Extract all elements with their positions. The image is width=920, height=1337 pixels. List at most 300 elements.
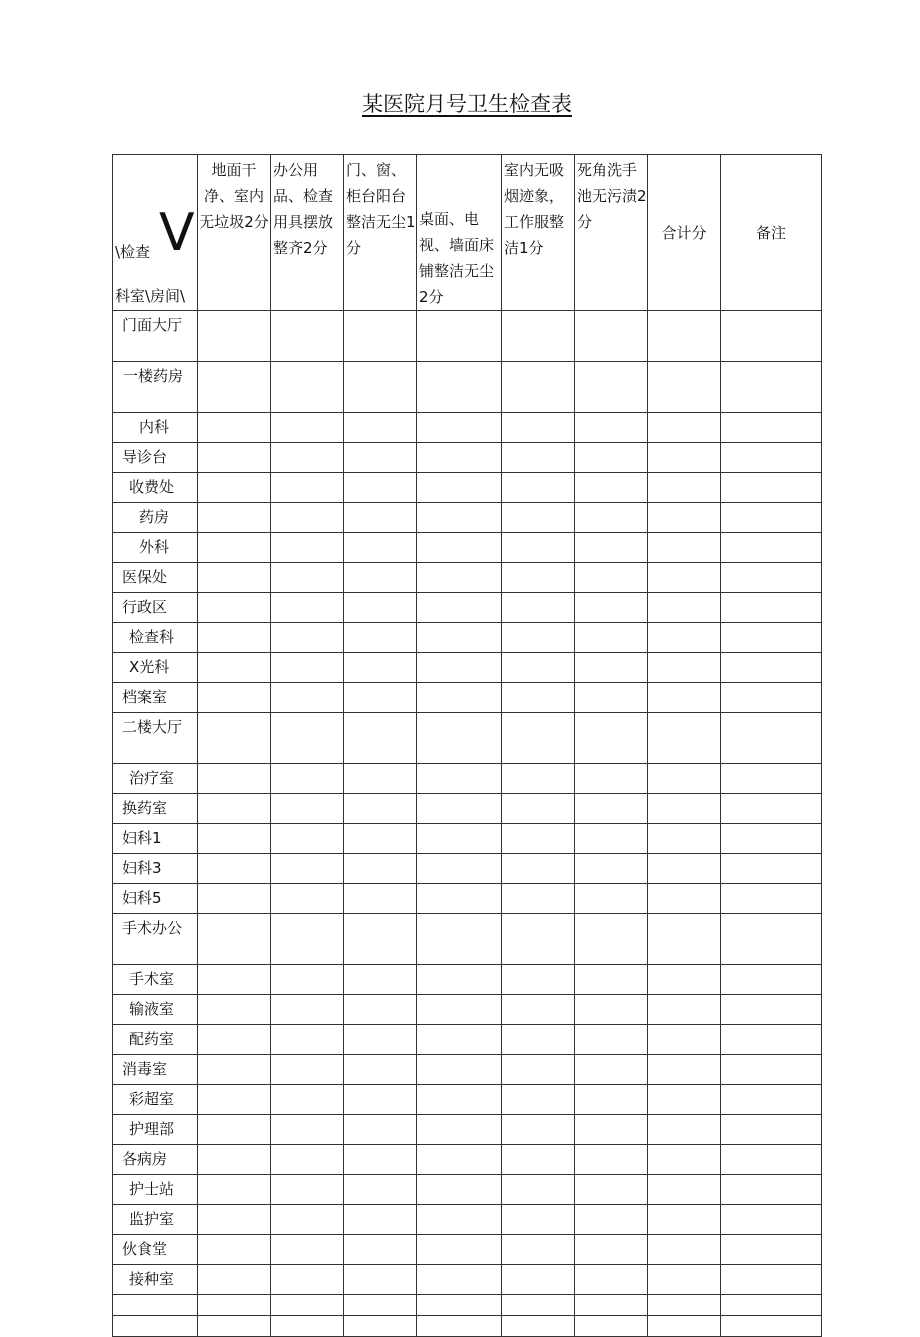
table-row	[113, 623, 822, 653]
score-cell[interactable]	[344, 653, 417, 683]
score-cell[interactable]	[648, 824, 721, 854]
score-cell[interactable]	[198, 413, 271, 443]
score-cell[interactable]	[502, 503, 575, 533]
score-cell[interactable]	[271, 1205, 344, 1235]
score-cell[interactable]	[648, 1085, 721, 1115]
room-name-cell: 治疗室	[113, 764, 198, 794]
score-cell[interactable]	[575, 362, 648, 413]
score-cell[interactable]	[648, 884, 721, 914]
score-cell[interactable]	[417, 1175, 502, 1205]
score-cell[interactable]	[198, 593, 271, 623]
score-cell[interactable]	[198, 1085, 271, 1115]
score-cell[interactable]	[271, 311, 344, 362]
score-cell[interactable]	[417, 503, 502, 533]
score-cell[interactable]	[417, 473, 502, 503]
room-name-cell: 妇科1	[113, 824, 198, 854]
score-cell[interactable]	[271, 1235, 344, 1265]
score-cell[interactable]	[344, 1175, 417, 1205]
score-cell[interactable]	[648, 653, 721, 683]
score-cell[interactable]	[648, 713, 721, 764]
score-cell[interactable]	[721, 854, 822, 884]
score-cell[interactable]	[198, 503, 271, 533]
score-cell[interactable]	[721, 824, 822, 854]
score-cell[interactable]	[721, 593, 822, 623]
score-cell[interactable]	[344, 914, 417, 965]
room-name-cell: 内科	[113, 413, 198, 443]
score-cell[interactable]	[648, 1145, 721, 1175]
score-cell[interactable]	[721, 473, 822, 503]
score-cell[interactable]	[344, 473, 417, 503]
score-cell[interactable]	[648, 764, 721, 794]
score-cell[interactable]	[271, 653, 344, 683]
score-cell[interactable]	[502, 473, 575, 503]
score-cell[interactable]	[502, 413, 575, 443]
score-cell[interactable]	[344, 593, 417, 623]
score-cell[interactable]	[721, 884, 822, 914]
inspection-table	[112, 154, 822, 1337]
score-cell[interactable]	[648, 854, 721, 884]
score-cell[interactable]	[198, 1145, 271, 1175]
score-cell[interactable]	[721, 794, 822, 824]
score-cell[interactable]	[502, 1205, 575, 1235]
score-cell[interactable]	[344, 533, 417, 563]
score-cell[interactable]	[198, 1295, 271, 1316]
score-cell[interactable]	[575, 623, 648, 653]
score-cell[interactable]	[502, 1055, 575, 1085]
score-cell[interactable]	[344, 1235, 417, 1265]
score-cell[interactable]	[344, 623, 417, 653]
score-cell[interactable]	[721, 623, 822, 653]
score-cell[interactable]	[721, 764, 822, 794]
table-row	[113, 824, 822, 854]
score-cell[interactable]	[198, 653, 271, 683]
score-cell[interactable]	[271, 1025, 344, 1055]
score-cell[interactable]	[648, 533, 721, 563]
score-cell[interactable]	[648, 1295, 721, 1316]
score-cell[interactable]	[417, 443, 502, 473]
score-cell[interactable]	[721, 1205, 822, 1235]
score-cell[interactable]	[417, 311, 502, 362]
score-cell[interactable]	[502, 794, 575, 824]
score-cell[interactable]	[648, 1205, 721, 1235]
score-cell[interactable]	[198, 1025, 271, 1055]
score-cell[interactable]	[502, 1145, 575, 1175]
total-score-header: 合计分	[648, 155, 721, 311]
score-cell[interactable]	[271, 413, 344, 443]
score-cell[interactable]	[502, 1235, 575, 1265]
score-cell[interactable]	[721, 713, 822, 764]
score-cell[interactable]	[271, 1316, 344, 1337]
score-cell[interactable]	[648, 443, 721, 473]
score-cell[interactable]	[344, 413, 417, 443]
score-cell[interactable]	[271, 854, 344, 884]
score-cell[interactable]	[271, 824, 344, 854]
score-cell[interactable]	[271, 1055, 344, 1085]
score-cell[interactable]	[198, 1205, 271, 1235]
score-cell[interactable]	[502, 1295, 575, 1316]
score-cell[interactable]	[344, 683, 417, 713]
score-cell[interactable]	[575, 1316, 648, 1337]
score-cell[interactable]	[198, 1115, 271, 1145]
score-cell[interactable]	[721, 563, 822, 593]
score-cell[interactable]	[271, 473, 344, 503]
room-name-cell: 一楼药房	[113, 362, 198, 413]
score-cell[interactable]	[198, 854, 271, 884]
score-cell[interactable]	[271, 503, 344, 533]
score-cell[interactable]	[344, 794, 417, 824]
score-cell[interactable]	[344, 362, 417, 413]
score-cell[interactable]	[271, 533, 344, 563]
score-cell[interactable]	[502, 593, 575, 623]
score-cell[interactable]	[502, 1175, 575, 1205]
score-cell[interactable]	[417, 413, 502, 443]
score-cell[interactable]	[344, 1055, 417, 1085]
score-cell[interactable]	[271, 1115, 344, 1145]
score-cell[interactable]	[344, 503, 417, 533]
score-cell[interactable]	[271, 1145, 344, 1175]
score-cell[interactable]	[271, 623, 344, 653]
score-cell[interactable]	[648, 1115, 721, 1145]
room-name-cell: 各病房	[113, 1145, 198, 1175]
criterion-corners: 死角洗手池无污渍2分	[575, 155, 648, 311]
room-name-cell	[113, 1316, 198, 1337]
score-cell[interactable]	[344, 1025, 417, 1055]
score-cell[interactable]	[417, 362, 502, 413]
room-name-cell: 门面大厅	[113, 311, 198, 362]
score-cell[interactable]	[344, 1085, 417, 1115]
score-cell[interactable]	[344, 1205, 417, 1235]
score-cell[interactable]	[271, 794, 344, 824]
score-cell[interactable]	[417, 764, 502, 794]
score-cell[interactable]	[198, 362, 271, 413]
score-cell[interactable]	[575, 1175, 648, 1205]
score-cell[interactable]	[271, 995, 344, 1025]
score-cell[interactable]	[417, 563, 502, 593]
score-cell[interactable]	[502, 563, 575, 593]
score-cell[interactable]	[721, 1175, 822, 1205]
score-cell[interactable]	[721, 362, 822, 413]
score-cell[interactable]	[575, 413, 648, 443]
score-cell[interactable]	[198, 1235, 271, 1265]
score-cell[interactable]	[417, 965, 502, 995]
score-cell[interactable]	[575, 764, 648, 794]
score-cell[interactable]	[721, 1055, 822, 1085]
score-cell[interactable]	[648, 1235, 721, 1265]
score-cell[interactable]	[502, 914, 575, 965]
score-cell[interactable]	[417, 995, 502, 1025]
score-cell[interactable]	[575, 824, 648, 854]
score-cell[interactable]	[198, 1316, 271, 1337]
table-row	[113, 854, 822, 884]
score-cell[interactable]	[271, 1085, 344, 1115]
score-cell[interactable]	[721, 965, 822, 995]
room-name-cell: 妇科3	[113, 854, 198, 884]
score-cell[interactable]	[271, 965, 344, 995]
score-cell[interactable]	[417, 683, 502, 713]
score-cell[interactable]	[344, 1316, 417, 1337]
score-cell[interactable]	[721, 1085, 822, 1115]
score-cell[interactable]	[344, 311, 417, 362]
score-cell[interactable]	[344, 884, 417, 914]
score-cell[interactable]	[721, 914, 822, 965]
score-cell[interactable]	[198, 473, 271, 503]
room-name-cell: 外科	[113, 533, 198, 563]
score-cell[interactable]	[417, 1055, 502, 1085]
score-cell[interactable]	[344, 563, 417, 593]
criterion-supplies: 办公用品、检查用具摆放整齐2分	[271, 155, 344, 311]
score-cell[interactable]	[198, 311, 271, 362]
score-cell[interactable]	[648, 311, 721, 362]
score-cell[interactable]	[575, 794, 648, 824]
score-cell[interactable]	[721, 443, 822, 473]
score-cell[interactable]	[271, 1175, 344, 1205]
score-cell[interactable]	[502, 764, 575, 794]
score-cell[interactable]	[344, 965, 417, 995]
score-cell[interactable]	[648, 1055, 721, 1085]
score-cell[interactable]	[198, 764, 271, 794]
score-cell[interactable]	[417, 533, 502, 563]
score-cell[interactable]	[721, 653, 822, 683]
score-cell[interactable]	[648, 995, 721, 1025]
score-cell[interactable]	[198, 533, 271, 563]
score-cell[interactable]	[417, 824, 502, 854]
score-cell[interactable]	[575, 533, 648, 563]
score-cell[interactable]	[198, 713, 271, 764]
table-row	[113, 683, 822, 713]
score-cell[interactable]	[721, 1145, 822, 1175]
score-cell[interactable]	[648, 1265, 721, 1295]
score-cell[interactable]	[417, 1316, 502, 1337]
score-cell[interactable]	[198, 683, 271, 713]
table-row	[113, 533, 822, 563]
score-cell[interactable]	[575, 1295, 648, 1316]
score-cell[interactable]	[198, 623, 271, 653]
score-cell[interactable]	[271, 683, 344, 713]
score-cell[interactable]	[648, 593, 721, 623]
table-row	[113, 1085, 822, 1115]
table-row	[113, 884, 822, 914]
table-row	[113, 914, 822, 965]
score-cell[interactable]	[198, 794, 271, 824]
score-cell[interactable]	[575, 503, 648, 533]
score-cell[interactable]	[648, 683, 721, 713]
score-cell[interactable]	[271, 362, 344, 413]
score-cell[interactable]	[502, 1265, 575, 1295]
score-cell[interactable]	[417, 794, 502, 824]
score-cell[interactable]	[271, 884, 344, 914]
room-name-cell	[113, 1295, 198, 1316]
score-cell[interactable]	[575, 1265, 648, 1295]
score-cell[interactable]	[271, 1295, 344, 1316]
score-cell[interactable]	[575, 965, 648, 995]
score-cell[interactable]	[502, 311, 575, 362]
score-cell[interactable]	[417, 1205, 502, 1235]
score-cell[interactable]	[575, 854, 648, 884]
table-row	[113, 713, 822, 764]
score-cell[interactable]	[417, 914, 502, 965]
criterion-doors: 门、窗、柜台阳台整洁无尘1分	[344, 155, 417, 311]
criterion-floor: 地面干净、室内无垃圾2分	[198, 155, 271, 311]
score-cell[interactable]	[344, 1295, 417, 1316]
room-name-cell: 接种室	[113, 1265, 198, 1295]
table-row	[113, 1295, 822, 1316]
score-cell[interactable]	[721, 1115, 822, 1145]
score-cell[interactable]	[648, 965, 721, 995]
score-cell[interactable]	[575, 1205, 648, 1235]
score-cell[interactable]	[198, 443, 271, 473]
score-cell[interactable]	[198, 1055, 271, 1085]
score-cell[interactable]	[502, 533, 575, 563]
score-cell[interactable]	[198, 824, 271, 854]
score-cell[interactable]	[502, 713, 575, 764]
score-cell[interactable]	[721, 683, 822, 713]
score-cell[interactable]	[417, 653, 502, 683]
score-cell[interactable]	[271, 914, 344, 965]
check-mark-glyph: V	[159, 203, 195, 263]
score-cell[interactable]	[575, 1115, 648, 1145]
score-cell[interactable]	[271, 764, 344, 794]
score-cell[interactable]	[648, 413, 721, 443]
score-cell[interactable]	[721, 1265, 822, 1295]
score-cell[interactable]	[417, 1145, 502, 1175]
score-cell[interactable]	[575, 311, 648, 362]
score-cell[interactable]	[648, 914, 721, 965]
score-cell[interactable]	[271, 563, 344, 593]
score-cell[interactable]	[648, 1175, 721, 1205]
score-cell[interactable]	[344, 854, 417, 884]
score-cell[interactable]	[198, 1265, 271, 1295]
table-row	[113, 1265, 822, 1295]
score-cell[interactable]	[198, 1175, 271, 1205]
score-cell[interactable]	[721, 995, 822, 1025]
criterion-smoking: 室内无吸烟迹象，工作服整洁1分	[502, 155, 575, 311]
score-cell[interactable]	[417, 713, 502, 764]
score-cell[interactable]	[575, 884, 648, 914]
score-cell[interactable]	[575, 683, 648, 713]
score-cell[interactable]	[344, 1265, 417, 1295]
score-cell[interactable]	[721, 311, 822, 362]
score-cell[interactable]	[344, 443, 417, 473]
score-cell[interactable]	[198, 563, 271, 593]
score-cell[interactable]	[417, 1235, 502, 1265]
score-cell[interactable]	[648, 1025, 721, 1055]
score-cell[interactable]	[502, 965, 575, 995]
score-cell[interactable]	[502, 362, 575, 413]
score-cell[interactable]	[721, 1316, 822, 1337]
score-cell[interactable]	[502, 653, 575, 683]
score-cell[interactable]	[575, 593, 648, 623]
score-cell[interactable]	[721, 413, 822, 443]
score-cell[interactable]	[502, 824, 575, 854]
score-cell[interactable]	[417, 1085, 502, 1115]
table-row	[113, 593, 822, 623]
score-cell[interactable]	[344, 713, 417, 764]
score-cell[interactable]	[502, 683, 575, 713]
score-cell[interactable]	[198, 965, 271, 995]
score-cell[interactable]	[198, 995, 271, 1025]
score-cell[interactable]	[721, 1025, 822, 1055]
score-cell[interactable]	[721, 1235, 822, 1265]
score-cell[interactable]	[417, 1265, 502, 1295]
score-cell[interactable]	[417, 623, 502, 653]
room-name-cell: 换药室	[113, 794, 198, 824]
score-cell[interactable]	[575, 473, 648, 503]
score-cell[interactable]	[271, 443, 344, 473]
score-cell[interactable]	[575, 1055, 648, 1085]
score-cell[interactable]	[648, 623, 721, 653]
score-cell[interactable]	[648, 794, 721, 824]
score-cell[interactable]	[575, 1085, 648, 1115]
score-cell[interactable]	[721, 503, 822, 533]
score-cell[interactable]	[271, 713, 344, 764]
score-cell[interactable]	[721, 533, 822, 563]
score-cell[interactable]	[648, 473, 721, 503]
score-cell[interactable]	[417, 884, 502, 914]
score-cell[interactable]	[575, 443, 648, 473]
table-row	[113, 1115, 822, 1145]
score-cell[interactable]	[344, 995, 417, 1025]
score-cell[interactable]	[575, 914, 648, 965]
room-name-cell: 二楼大厅	[113, 713, 198, 764]
score-cell[interactable]	[575, 653, 648, 683]
score-cell[interactable]	[198, 884, 271, 914]
score-cell[interactable]	[502, 1085, 575, 1115]
score-cell[interactable]	[575, 995, 648, 1025]
score-cell[interactable]	[344, 764, 417, 794]
table-row	[113, 503, 822, 533]
score-cell[interactable]	[575, 1025, 648, 1055]
score-cell[interactable]	[502, 995, 575, 1025]
score-cell[interactable]	[417, 1025, 502, 1055]
score-cell[interactable]	[344, 1115, 417, 1145]
score-cell[interactable]	[502, 1316, 575, 1337]
room-name-cell: 护士站	[113, 1175, 198, 1205]
score-cell[interactable]	[271, 593, 344, 623]
score-cell[interactable]	[271, 1265, 344, 1295]
table-row	[113, 1316, 822, 1337]
score-cell[interactable]	[502, 1115, 575, 1145]
score-cell[interactable]	[417, 1295, 502, 1316]
table-row	[113, 473, 822, 503]
score-cell[interactable]	[721, 1295, 822, 1316]
score-cell[interactable]	[575, 1145, 648, 1175]
score-cell[interactable]	[417, 593, 502, 623]
score-cell[interactable]	[417, 854, 502, 884]
score-cell[interactable]	[344, 1145, 417, 1175]
score-cell[interactable]	[502, 884, 575, 914]
table-row	[113, 1235, 822, 1265]
score-cell[interactable]	[648, 362, 721, 413]
score-cell[interactable]	[648, 563, 721, 593]
table-row	[113, 764, 822, 794]
score-cell[interactable]	[502, 443, 575, 473]
table-row	[113, 653, 822, 683]
score-cell[interactable]	[648, 1316, 721, 1337]
table-row	[113, 995, 822, 1025]
score-cell[interactable]	[575, 563, 648, 593]
score-cell[interactable]	[198, 914, 271, 965]
score-cell[interactable]	[502, 623, 575, 653]
score-cell[interactable]	[344, 824, 417, 854]
score-cell[interactable]	[648, 503, 721, 533]
score-cell[interactable]	[502, 854, 575, 884]
score-cell[interactable]	[575, 713, 648, 764]
table-row	[113, 1175, 822, 1205]
score-cell[interactable]	[417, 1115, 502, 1145]
room-name-cell: 药房	[113, 503, 198, 533]
score-cell[interactable]	[575, 1235, 648, 1265]
score-cell[interactable]	[502, 1025, 575, 1055]
